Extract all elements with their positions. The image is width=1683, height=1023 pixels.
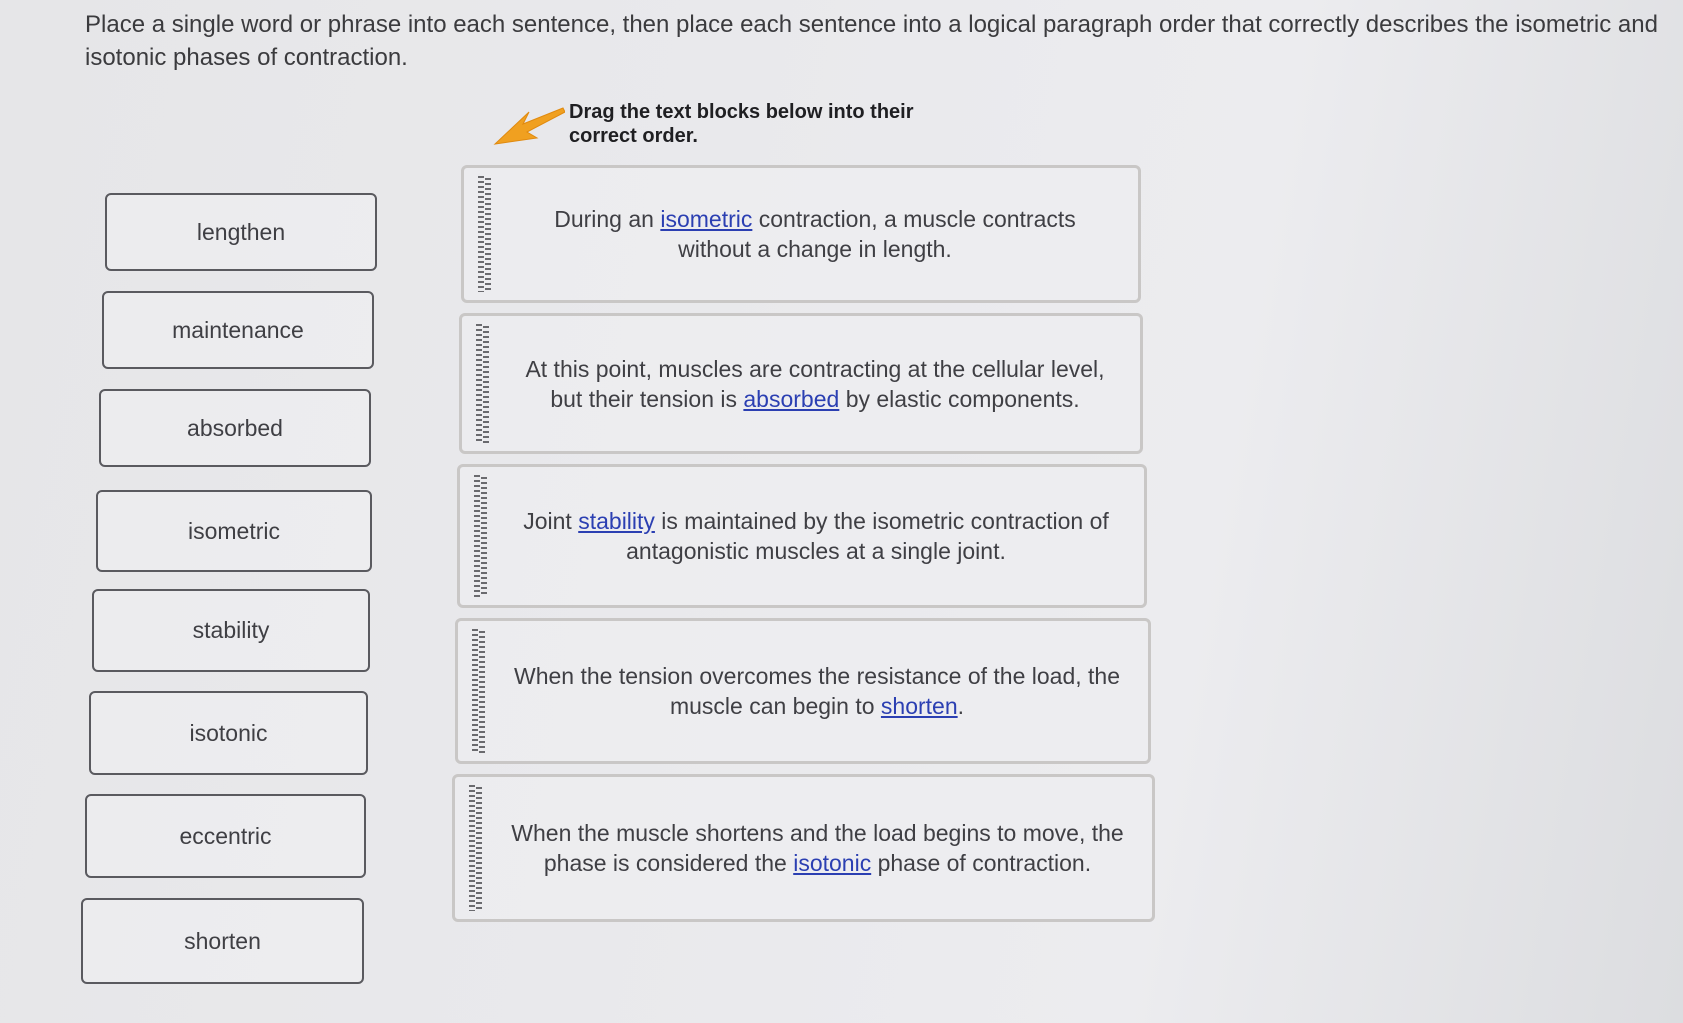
drag-handle-icon[interactable] <box>472 629 486 753</box>
filled-blank-shorten[interactable]: shorten <box>880 693 958 719</box>
drag-handle-icon[interactable] <box>478 176 492 292</box>
word-tile-eccentric[interactable]: eccentric <box>85 794 366 878</box>
sentence-block-2[interactable] <box>459 313 1143 454</box>
instruction-text: Drag the text blocks below into their correct order. <box>569 101 914 147</box>
sentence-text-after: . <box>957 693 965 719</box>
word-tile-isotonic[interactable]: isotonic <box>89 691 368 775</box>
sentence-text <box>483 818 1152 878</box>
word-tile-lengthen[interactable]: lengthen <box>105 193 377 271</box>
sentence-block-3[interactable] <box>457 464 1147 608</box>
sentence-text-after: phase of contraction. <box>871 850 1092 876</box>
sentence-text-before: When the tension overcomes the resistance of the load, the muscle can begin to <box>513 663 1121 719</box>
arrow-icon <box>493 98 565 160</box>
sentence-text-after: contraction, a muscle contracts without a change in length. <box>678 206 1076 262</box>
sentence-text-before: Joint <box>523 508 579 534</box>
filled-blank-absorbed[interactable]: absorbed <box>743 385 840 412</box>
sentence-text-before: When the muscle shortens and the load begins to move, the phase is considered the <box>511 820 1124 876</box>
word-tile-absorbed[interactable]: absorbed <box>99 389 371 467</box>
sentence-text <box>486 661 1148 721</box>
sentence-text-after: by elastic components. <box>839 385 1080 412</box>
filled-blank-isometric[interactable]: isometric <box>660 206 753 232</box>
sentence-text-after: is maintained by the isometric contraction of antagonistic muscles at a single joint. <box>626 508 1109 564</box>
filled-blank-isotonic[interactable]: isotonic <box>793 850 872 876</box>
sentence-text-before: At this point, muscles are contracting at the cellular level, but their tension is <box>525 355 1105 412</box>
word-tile-isometric[interactable]: isometric <box>96 490 372 572</box>
sentence-block-4[interactable] <box>455 618 1151 764</box>
sentence-block-1[interactable] <box>461 165 1141 303</box>
sentence-text <box>488 506 1144 566</box>
drag-handle-icon[interactable] <box>474 475 488 597</box>
filled-blank-stability[interactable]: stability <box>578 508 655 534</box>
sentence-text <box>490 354 1140 414</box>
drag-handle-icon[interactable] <box>476 324 490 443</box>
word-tile-shorten[interactable]: shorten <box>81 898 364 984</box>
question-prompt: Place a single word or phrase into each sentence, then place each sentence into a logical paragraph order that correctly describes the isometric and isotonic phases of contraction. <box>85 11 1658 71</box>
sentence-text-before: During an <box>554 206 661 232</box>
drag-handle-icon[interactable] <box>469 785 483 911</box>
word-tile-maintenance[interactable]: maintenance <box>102 291 374 369</box>
word-tile-stability[interactable]: stability <box>92 589 370 672</box>
sentence-block-5[interactable] <box>452 774 1155 922</box>
sentence-text <box>492 204 1138 264</box>
drag-instruction <box>493 98 929 160</box>
